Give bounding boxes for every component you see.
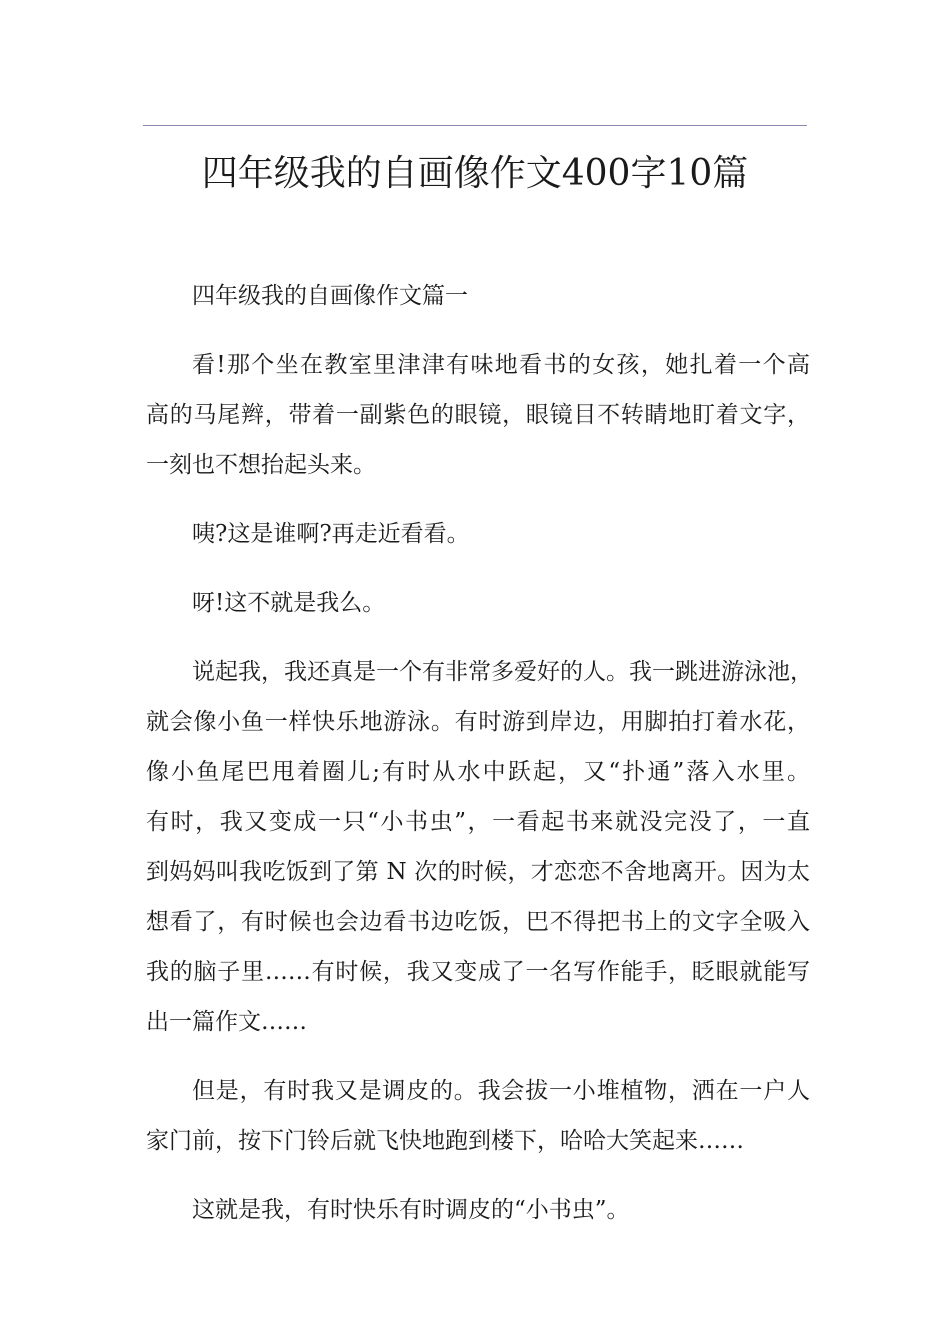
paragraph-line: 到妈妈叫我吃饭到了第 N 次的时候，才恋恋不舍地离开。因为太 (146, 859, 810, 885)
paragraph-line: 高的马尾辫，带着一副紫色的眼镜，眼镜目不转睛地盯着文字， (146, 402, 810, 428)
paragraph-line: 出一篇作文…… (146, 1009, 307, 1035)
paragraph-line: 这就是我，有时快乐有时调皮的“小书虫”。 (192, 1197, 630, 1223)
paragraph-line: 但是，有时我又是调皮的。我会拔一小堆植物，洒在一户人 (192, 1078, 810, 1104)
section-heading-text: 四年级我的自画像作文篇一 (192, 283, 468, 309)
paragraph-2 (146, 509, 810, 559)
paragraph-line: 一刻也不想抬起头来。 (146, 452, 376, 478)
section-heading (146, 271, 810, 321)
paragraph-line: 想看了，有时候也会边看书边吃饭，巴不得把书上的文字全吸入 (146, 909, 810, 935)
paragraph-line: 呀!这不就是我么。 (192, 590, 386, 616)
paragraph-line: 咦?这是谁啊?再走近看看。 (192, 521, 470, 547)
document-body (146, 271, 813, 1254)
paragraph-1 (146, 340, 810, 490)
header-rule (143, 125, 807, 126)
paragraph-line: 看!那个坐在教室里津津有味地看书的女孩，她扎着一个高 (192, 352, 810, 378)
document-title: 四年级我的自画像作文400字10篇 (201, 153, 749, 194)
paragraph-line: 我的脑子里……有时候，我又变成了一名写作能手，眨眼就能写 (146, 959, 810, 985)
paragraph-line: 家门前，按下门铃后就飞快地跑到楼下，哈哈大笑起来…… (146, 1128, 744, 1154)
paragraph-line: 就会像小鱼一样快乐地游泳。有时游到岸边，用脚拍打着水花， (146, 709, 810, 735)
paragraph-3 (146, 578, 810, 628)
paragraph-4 (146, 647, 813, 1047)
paragraph-5 (146, 1066, 810, 1166)
paragraph-line: 有时，我又变成一只“小书虫”，一看起书来就没完没了，一直 (146, 809, 810, 835)
paragraph-6 (146, 1185, 810, 1235)
paragraph-line: 像小鱼尾巴甩着圈儿;有时从水中跃起，又“扑通”落入水里。 (146, 759, 810, 785)
paragraph-line: 说起我，我还真是一个有非常多爱好的人。我一跳进游泳池， (192, 659, 813, 685)
